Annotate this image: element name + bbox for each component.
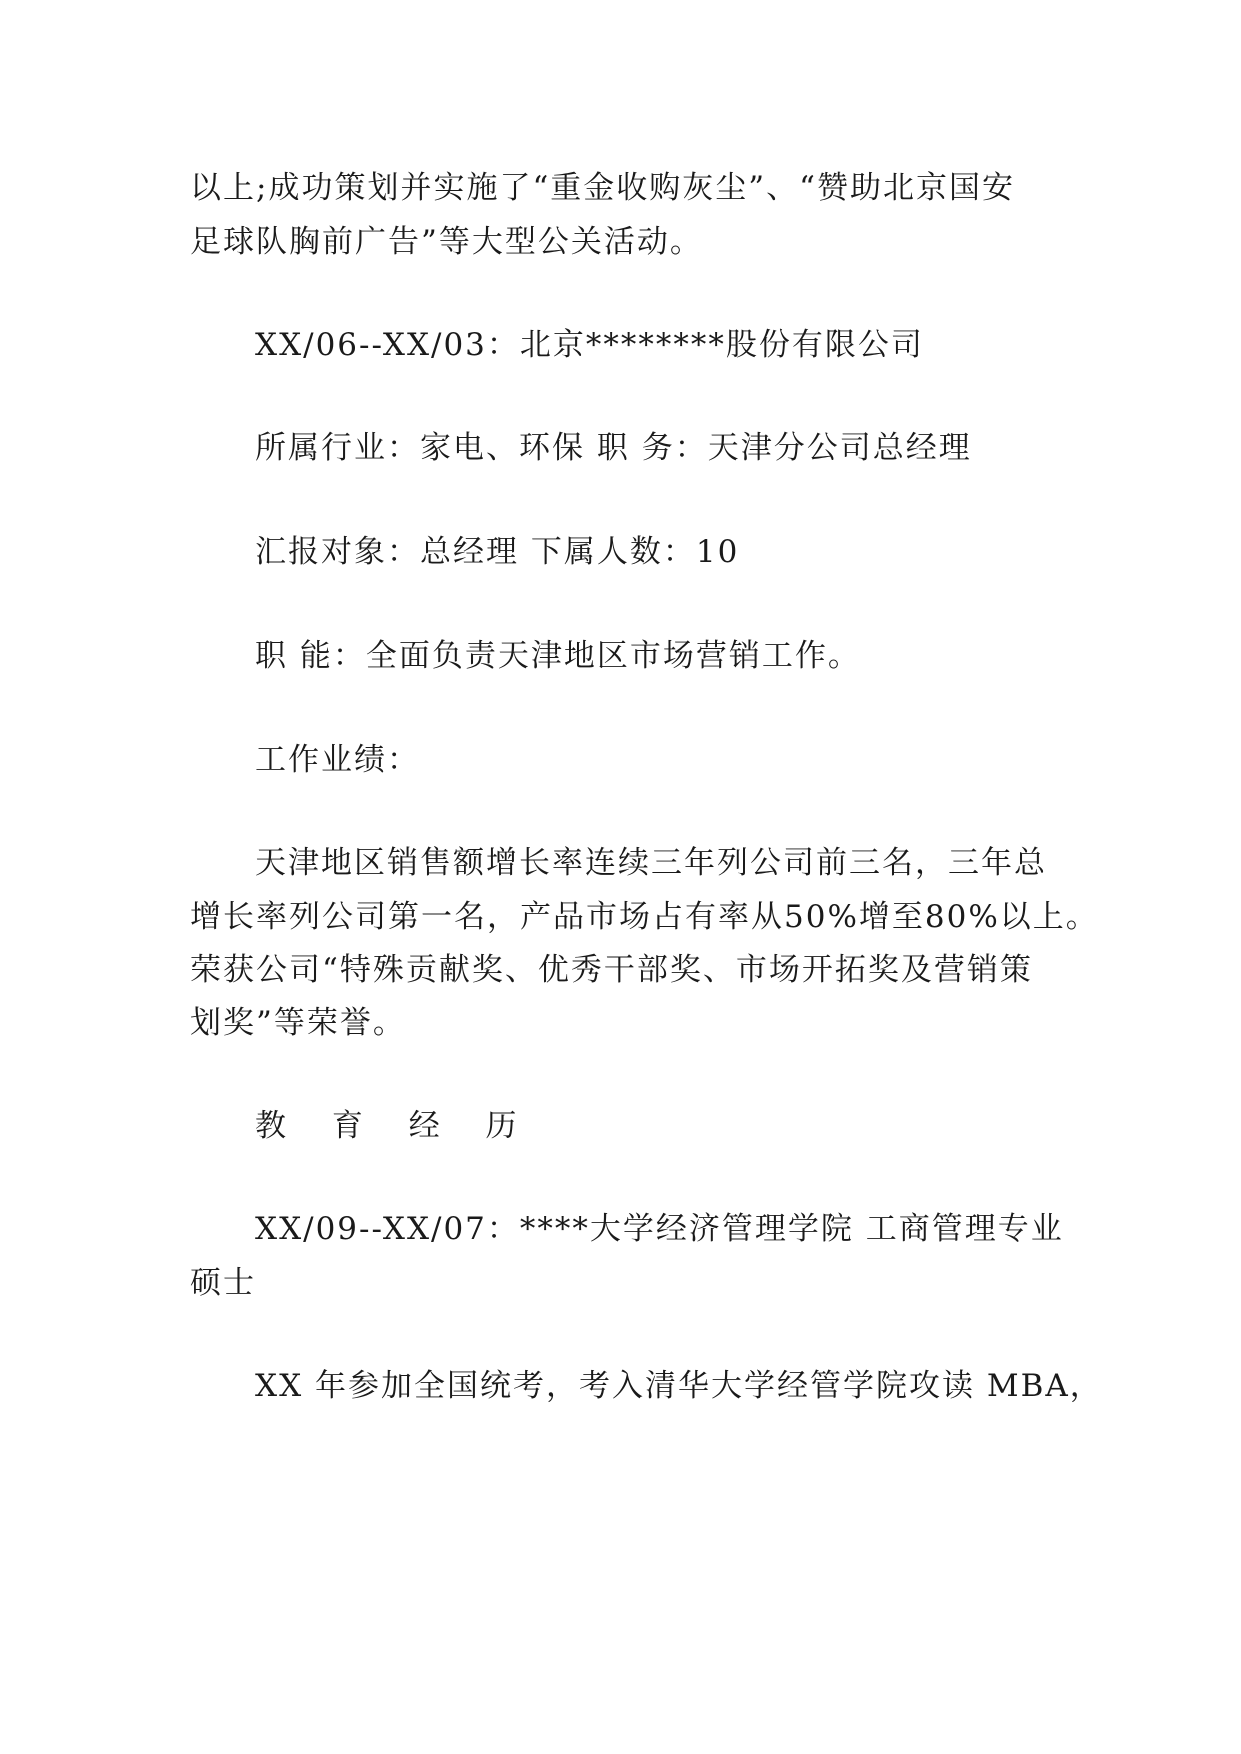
industry-position-line: 所属行业：家电、环保 职 务：天津分公司总经理	[255, 430, 972, 466]
paragraph-line: XX 年参加全国统考，考入清华大学经管学院攻读 MBA，	[255, 1368, 1103, 1404]
education-heading: 教 育 经 历	[255, 1108, 535, 1144]
paragraph-line: 足球队胸前广告”等大型公关活动。	[190, 224, 703, 260]
paragraph-line: 划奖”等荣誉。	[190, 1005, 406, 1041]
function-line: 职 能：全面负责天津地区市场营销工作。	[255, 638, 861, 674]
degree-line: 硕士	[190, 1265, 256, 1301]
paragraph-line: 增长率列公司第一名，产品市场占有率从50%增至80%以上。	[190, 899, 1099, 935]
paragraph-line: 天津地区销售额增长率连续三年列公司前三名，三年总	[255, 845, 1047, 881]
achievements-heading: 工作业绩：	[255, 742, 420, 778]
paragraph-line: 荣获公司“特殊贡献奖、优秀干部奖、市场开拓奖及营销策	[190, 952, 1033, 988]
job-period-line: XX/06--XX/03：北京********股份有限公司	[255, 327, 924, 363]
paragraph-line: 以上;成功策划并实施了“重金收购灰尘”、“赞助北京国安	[190, 170, 1015, 206]
education-period-line: XX/09--XX/07：****大学经济管理学院 工商管理专业	[255, 1211, 1064, 1247]
report-subordinates-line: 汇报对象：总经理 下属人数：10	[255, 534, 740, 570]
